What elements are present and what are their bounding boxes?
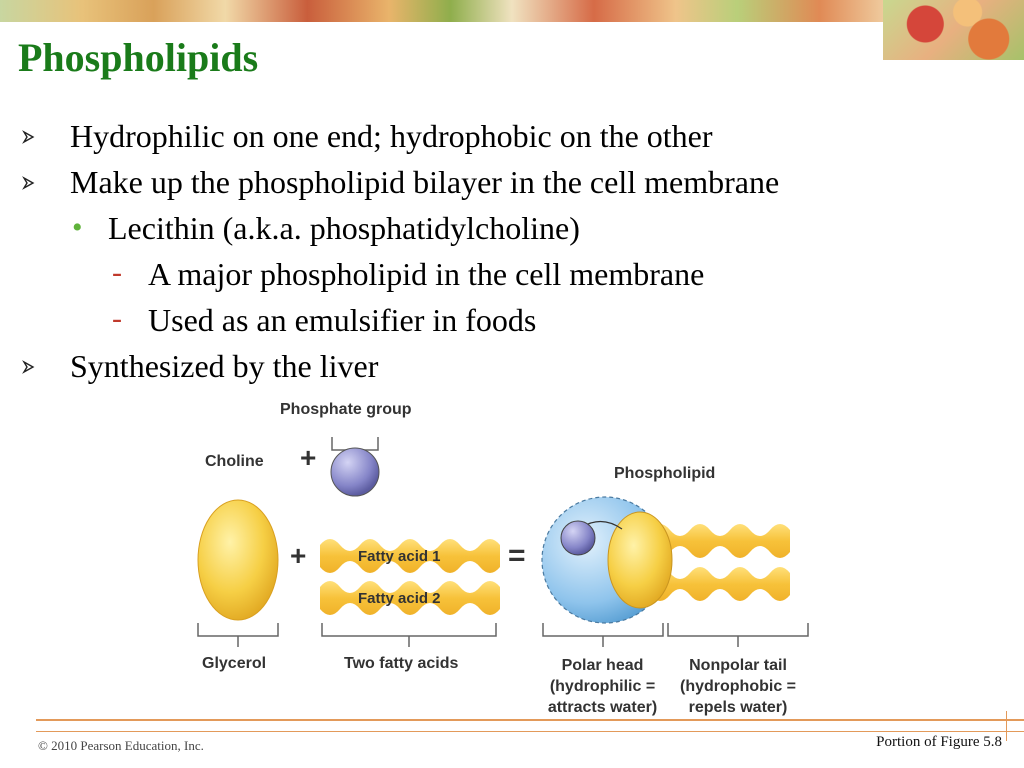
header-banner-image xyxy=(0,0,1024,22)
glycerol-label: Glycerol xyxy=(202,655,267,672)
dash-bullet-icon: - xyxy=(112,256,122,289)
phospholipid-label: Phospholipid xyxy=(614,465,716,482)
bullet-text: Make up the phospholipid bilayer in the cell membrane xyxy=(70,164,780,200)
choline-label: Choline xyxy=(205,453,264,470)
footer-rule xyxy=(36,719,1024,721)
svg-text:=: = xyxy=(508,539,526,572)
polar-head-line: Polar head xyxy=(561,657,644,674)
phosphate-group-label: Phosphate group xyxy=(280,401,412,418)
bullet-text: A major phospholipid in the cell membrane xyxy=(148,256,705,292)
corner-photo-image xyxy=(883,0,1024,60)
phospholipid-figure xyxy=(190,395,820,720)
dot-bullet-icon: • xyxy=(72,211,83,244)
svg-text:+: + xyxy=(300,442,317,473)
bullet-text: Used as an emulsifier in foods xyxy=(148,302,537,338)
polar-head-line: (hydrophilic = xyxy=(549,678,656,695)
figure-reference: Portion of Figure 5.8 xyxy=(876,734,1002,750)
bullet-text: Hydrophilic on one end; hydrophobic on the other xyxy=(70,118,713,154)
polar-head-line: attracts water) xyxy=(547,699,658,716)
footer-rule-tick xyxy=(1006,711,1007,741)
copyright-text: © 2010 Pearson Education, Inc. xyxy=(38,738,204,753)
nonpolar-tail-line: (hydrophobic = xyxy=(680,678,796,695)
bullet-text: Synthesized by the liver xyxy=(70,348,379,384)
nonpolar-tail-line: repels water) xyxy=(688,699,788,716)
dash-bullet-icon: - xyxy=(112,302,122,335)
nonpolar-tail-line: Nonpolar tail xyxy=(689,657,787,674)
fatty-acid-1-label: Fatty acid 1 xyxy=(358,548,441,565)
svg-text:+: + xyxy=(290,540,307,571)
fatty-acid-2-label: Fatty acid 2 xyxy=(358,590,441,607)
polar-head-label xyxy=(535,655,670,718)
two-fatty-acids-label: Two fatty acids xyxy=(344,655,459,672)
footer-rule xyxy=(36,731,1024,732)
nonpolar-tail-label xyxy=(668,655,808,718)
slide-title: Phospholipids xyxy=(18,35,259,80)
bullet-text: Lecithin (a.k.a. phosphatidylcholine) xyxy=(108,210,580,246)
